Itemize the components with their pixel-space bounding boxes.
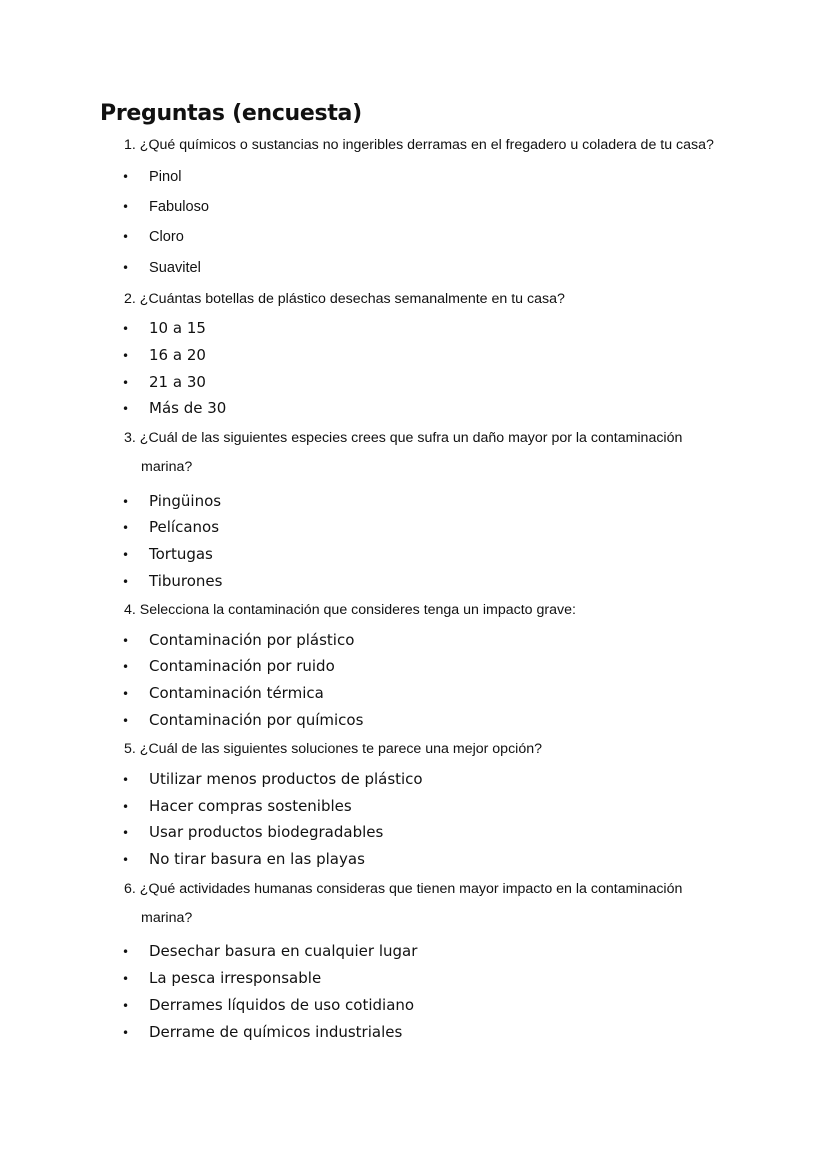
list-item [122, 631, 354, 650]
question-2: 2. ¿Cuántas botellas de plástico desechas semanalmente en tu casa? [124, 291, 565, 307]
bullet-icon: • [122, 349, 130, 363]
question-5: 5. ¿Cuál de las siguientes soluciones te parece una mejor opción? [124, 741, 542, 757]
bullet-icon: • [122, 972, 130, 986]
question-3 [124, 430, 724, 475]
option-label: Suavitel [149, 260, 201, 276]
bullet-icon: • [122, 853, 130, 867]
list-item [122, 228, 184, 246]
option-label: Derrames líquidos de uso cotidiano [149, 996, 415, 1014]
option-label: Cloro [149, 229, 184, 245]
list-item [122, 711, 363, 730]
bullet-icon: • [122, 170, 130, 184]
option-label: Utilizar menos productos de plástico [149, 770, 423, 788]
list-item [122, 1023, 402, 1042]
question-text: 3. ¿Cuál de las siguientes especies crees que sufra un daño mayor por la contaminación [124, 430, 683, 446]
list-item [122, 770, 423, 789]
list-item [122, 572, 222, 591]
list-item [122, 259, 201, 277]
bullet-icon: • [122, 402, 130, 416]
list-item [122, 346, 206, 365]
question-1: 1. ¿Qué químicos o sustancias no ingeribles derramas en el fregadero u coladera de tu casa? [124, 137, 714, 153]
question-text: 6. ¿Qué actividades humanas consideras que tienen mayor impacto en la contaminación [124, 881, 683, 897]
list-item [122, 942, 417, 961]
bullet-icon: • [122, 687, 130, 701]
bullet-icon: • [122, 1026, 130, 1040]
list-item [122, 198, 209, 216]
list-item [122, 545, 213, 564]
list-item [122, 319, 206, 338]
bullet-icon: • [122, 495, 130, 509]
bullet-icon: • [122, 261, 130, 275]
bullet-icon: • [122, 800, 130, 814]
list-item [122, 168, 181, 186]
list-item [122, 850, 365, 869]
list-item [122, 657, 335, 676]
question-6 [124, 881, 724, 926]
bullet-icon: • [122, 521, 130, 535]
question-4: 4. Selecciona la contaminación que consideres tenga un impacto grave: [124, 602, 576, 618]
option-label: 10 a 15 [149, 319, 206, 337]
option-label: Tiburones [149, 572, 223, 590]
option-label: Contaminación por ruido [149, 657, 335, 675]
option-label: Desechar basura en cualquier lugar [149, 942, 418, 960]
option-label: Pingüinos [149, 492, 222, 510]
option-label: Contaminación térmica [149, 684, 324, 702]
option-label: Derrame de químicos industriales [149, 1023, 403, 1041]
list-item [122, 492, 221, 511]
option-label: La pesca irresponsable [149, 969, 322, 987]
option-label: 21 a 30 [149, 373, 206, 391]
bullet-icon: • [122, 575, 130, 589]
bullet-icon: • [122, 322, 130, 336]
bullet-icon: • [122, 376, 130, 390]
bullet-icon: • [122, 826, 130, 840]
bullet-icon: • [122, 773, 130, 787]
bullet-icon: • [122, 999, 130, 1013]
bullet-icon: • [122, 714, 130, 728]
question-text-continuation: marina? [141, 910, 193, 926]
list-item [122, 797, 352, 816]
bullet-icon: • [122, 230, 130, 244]
option-label: Pinol [149, 169, 182, 185]
question-text-continuation: marina? [141, 459, 193, 475]
list-item [122, 823, 383, 842]
option-label: Usar productos biodegradables [149, 823, 384, 841]
option-label: Pelícanos [149, 518, 220, 536]
page-title: Preguntas (encuesta) [100, 101, 362, 126]
option-label: Contaminación por plástico [149, 631, 355, 649]
list-item [122, 373, 206, 392]
list-item [122, 996, 414, 1015]
list-item [122, 399, 226, 418]
option-label: Contaminación por químicos [149, 711, 364, 729]
list-item [122, 684, 324, 703]
bullet-icon: • [122, 660, 130, 674]
list-item [122, 969, 321, 988]
option-label: Tortugas [149, 545, 213, 563]
option-label: Hacer compras sostenibles [149, 797, 352, 815]
bullet-icon: • [122, 945, 130, 959]
option-label: Fabuloso [149, 199, 210, 215]
option-label: 16 a 20 [149, 346, 206, 364]
option-label: Más de 30 [149, 399, 227, 417]
option-label: No tirar basura en las playas [149, 850, 365, 868]
list-item [122, 518, 219, 537]
bullet-icon: • [122, 634, 130, 648]
bullet-icon: • [122, 200, 130, 214]
bullet-icon: • [122, 548, 130, 562]
